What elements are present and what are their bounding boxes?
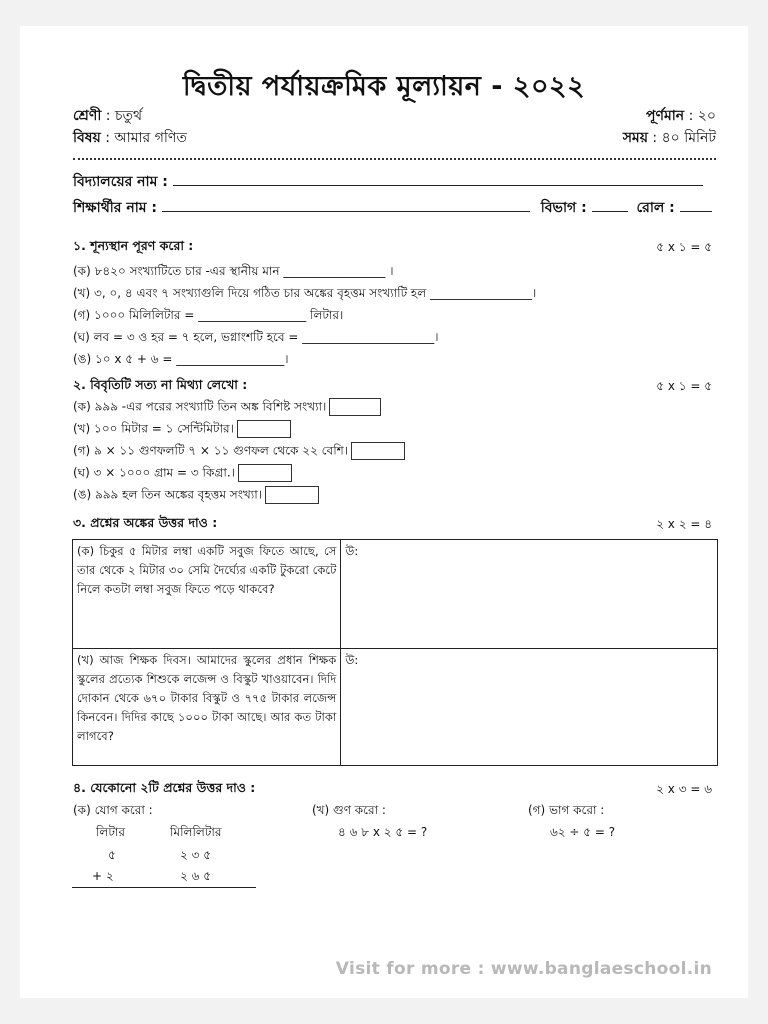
add-r1-millilitre: ২ ৩ ৫ (180, 848, 212, 862)
sum-line (72, 887, 256, 888)
s1-item-d: (ঘ) লব = ৩ ও হর = ৭ হলে, ভগ্নাংশটি হবে = ______________________। (73, 330, 439, 344)
mul-expression: ৪ ৬ ৮ x ২ ৫ = ? (338, 825, 428, 839)
s2-item-b (73, 420, 291, 441)
answer-box[interactable] (237, 420, 291, 438)
answer-cell[interactable] (341, 540, 718, 649)
answer-table (72, 539, 718, 766)
s2-item-d (73, 464, 292, 485)
class-label: শ্রেণী (73, 108, 102, 124)
answer-cell[interactable] (341, 649, 718, 766)
mul-label: (খ) গুণ করো : (312, 803, 386, 817)
time-value: : ৪০ মিনিট (652, 130, 716, 146)
add-col-litre: লিটার (96, 825, 125, 839)
subject-value: : আমার গণিত (105, 130, 187, 146)
student-label: শিক্ষার্থীর নাম : (73, 200, 157, 216)
answer-box[interactable] (329, 398, 381, 416)
s2-item-e (73, 486, 319, 507)
add-label: (ক) যোগ করো : (73, 803, 153, 817)
class-row (73, 104, 142, 128)
s2-item-d-text: (ঘ) ৩ × ১০০০ গ্রাম = ৩ কিগ্রা.। (73, 465, 235, 480)
exam-title: দ্বিতীয় পর্যায়ক্রমিক মূল্যায়ন - ২০২২ (182, 71, 586, 102)
time-label: সময় (622, 130, 648, 146)
s2-item-c (73, 442, 405, 463)
section1-marks: ৫ x ১ = ৫ (656, 240, 712, 254)
s2-item-b-text: (খ) ১০০ মিটার = ১ সেন্টিমিটার। (73, 421, 234, 436)
add-r2-millilitre: ২ ৬ ৫ (180, 869, 212, 883)
answer-box[interactable] (238, 464, 292, 482)
section3-marks: ২ x ২ = ৪ (656, 517, 712, 531)
question-cell: (ক) চিকুর ৫ মিটার লম্বা একটি সবুজ ফিতে আছে, সে তার থেকে ২ মিটার ৩০ সেমি দৈর্ঘ্যের একটি টুকরো কেটে নিলে কতটা লম্বা সবুজ ফিতে পড়ে থাকবে? (73, 540, 341, 649)
s1-item-b: (খ) ৩, ০, ৪ এবং ৭ সংখ্যাগুলি দিয়ে গঠিত চার অঙ্কের বৃহত্তম সংখ্যাটি হল _________________। (73, 286, 537, 300)
section2-heading: ২. বিবৃতিটি সত্য না মিথ্যা লেখো : (73, 377, 248, 392)
full-marks-row (646, 104, 716, 128)
s1-item-a: (ক) ৮৪২০ সংখ্যাটিতে চার -এর স্থানীয় মান _________________ । (73, 264, 394, 278)
answer-label: উ: (345, 544, 359, 558)
s2-item-c-text: (গ) ৯ × ১১ গুণফলটি ৭ × ১১ গুণফল থেকে ২২ বেশি। (73, 443, 349, 458)
s2-item-a (73, 398, 381, 419)
student-name-field[interactable] (162, 197, 530, 212)
answer-label: উ: (345, 653, 359, 667)
s2-item-a-text: (ক) ৯৯৯ -এর পরের সংখ্যাটি তিন অঙ্ক বিশিষ্ট সংখ্যা। (73, 399, 327, 414)
roll-label: রোল : (636, 200, 675, 216)
full-marks-label: পূর্ণমান (646, 108, 685, 124)
school-name-field[interactable] (173, 171, 703, 186)
section-label: বিভাগ : (540, 200, 587, 216)
subject-label: বিষয় (73, 130, 101, 146)
time-row (623, 126, 716, 150)
student-row (73, 196, 712, 220)
question-cell: (খ) আজ শিক্ষক দিবস। আমাদের স্কুলের প্রধান শিক্ষক স্কুলের প্রত্যেক শিশুকে লজেন্স ও বিস্কুট খাওয়াবেন। দিদি দোকান থেকে ৬৭০ টাকার বিস্কুট ও ৭৭৫ টাকার লজেন্স কিনবেন। দিদির কাছে ১০০০ টাকা আছে। আর কত টাকা লাগবে? (73, 649, 341, 766)
add-r1-litre: ৫ (108, 848, 116, 862)
add-r2-litre: + ২ (92, 869, 114, 883)
full-marks-value: : ২০ (688, 108, 716, 124)
section1-heading: ১. শূন্যস্থান পূরণ করো : (73, 238, 194, 253)
section2-marks: ৫ x ১ = ৫ (656, 379, 712, 393)
roll-field[interactable] (680, 197, 712, 212)
section4-heading: ৪. যেকোনো ২টি প্রশ্নের উত্তর দাও : (73, 780, 256, 795)
div-label: (গ) ভাগ করো : (528, 803, 605, 817)
subject-row (73, 126, 187, 150)
exam-sheet (20, 26, 748, 998)
section3-heading: ৩. প্রশ্নের অঙ্কের উত্তর দাও : (73, 515, 218, 530)
school-label: বিদ্যালয়ের নাম : (73, 174, 168, 190)
school-name-row (73, 170, 703, 194)
add-col-millilitre: মিলিলিটার (170, 825, 222, 839)
table-row (73, 540, 718, 649)
section-field[interactable] (592, 197, 628, 212)
s1-item-c: (গ) ১০০০ মিলিলিটার = __________________ লিটার। (73, 308, 344, 322)
answer-box[interactable] (351, 442, 405, 460)
website-footer: Visit for more : www.banglaeschool.in (335, 959, 712, 979)
answer-box[interactable] (265, 486, 319, 504)
table-row (73, 649, 718, 766)
class-value: : চতুর্থ (105, 108, 143, 124)
header-divider (73, 158, 716, 160)
div-expression: ৬২ ÷ ৫ = ? (550, 825, 616, 839)
s1-item-e: (ঙ) ১০ x ৫ + ৬ = __________________। (73, 352, 289, 366)
s2-item-e-text: (ঙ) ৯৯৯ হল তিন অঙ্কের বৃহত্তম সংখ্যা। (73, 487, 263, 502)
section4-marks: ২ x ৩ = ৬ (656, 782, 712, 796)
